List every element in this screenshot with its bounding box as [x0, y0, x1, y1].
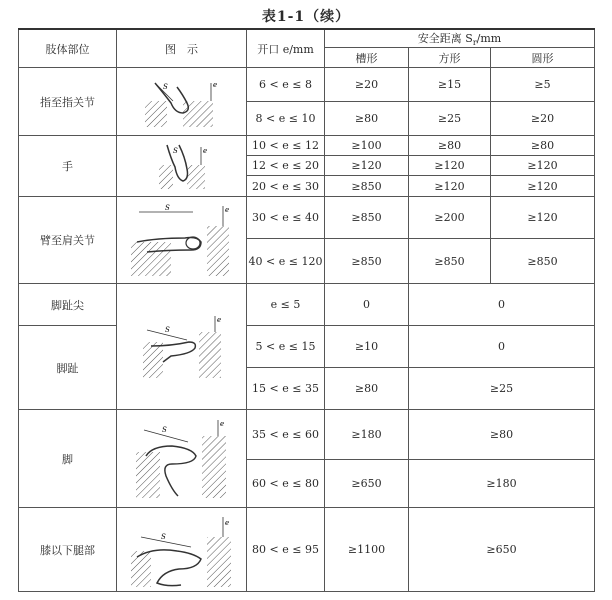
body-part-cell: 脚趾 — [19, 326, 117, 410]
slot-cell: ≥1100 — [325, 508, 409, 592]
slot-cell: ≥10 — [325, 326, 409, 368]
svg-text:S: S — [172, 147, 178, 156]
opening-cell: 40 < e ≤ 120 — [247, 239, 325, 284]
round-cell: ≥120 — [491, 156, 595, 176]
body-part-cell: 手 — [19, 136, 117, 197]
header-safety-distance-unit: /mm — [476, 32, 502, 45]
slot-cell: ≥80 — [325, 368, 409, 410]
opening-cell: 5 < e ≤ 15 — [247, 326, 325, 368]
figure-cell — [117, 410, 247, 508]
opening-cell: 35 < e ≤ 60 — [247, 410, 325, 460]
square-cell: ≥80 — [409, 136, 491, 156]
square-round-cell: ≥25 — [409, 368, 595, 410]
hand-diagram-icon — [147, 139, 217, 193]
opening-cell: 15 < e ≤ 35 — [247, 368, 325, 410]
foot-diagram-icon — [132, 416, 232, 502]
table-row — [19, 326, 595, 368]
round-cell: ≥850 — [491, 239, 595, 284]
round-cell: ≥80 — [491, 136, 595, 156]
table-row — [19, 410, 595, 460]
figure-cell — [117, 68, 247, 136]
square-cell: ≥120 — [409, 156, 491, 176]
header-safety-distance-sub: r — [472, 38, 477, 48]
finger-to-knuckle-diagram-icon — [137, 73, 227, 131]
round-cell: ≥20 — [491, 102, 595, 136]
square-round-cell: ≥650 — [409, 508, 595, 592]
slot-cell: ≥120 — [325, 156, 409, 176]
header-safety-distance — [325, 29, 595, 48]
square-round-cell: 0 — [409, 326, 595, 368]
header-slot: 槽形 — [325, 48, 409, 68]
svg-text:e: e — [219, 419, 224, 428]
slot-cell: ≥100 — [325, 136, 409, 156]
svg-text:e: e — [216, 315, 221, 324]
square-round-cell: 0 — [409, 284, 595, 326]
opening-cell: 8 < e ≤ 10 — [247, 102, 325, 136]
body-part-cell: 脚 — [19, 410, 117, 508]
round-cell: ≥120 — [491, 197, 595, 239]
figure-cell — [117, 197, 247, 284]
round-cell: ≥120 — [491, 176, 595, 197]
slot-cell: ≥20 — [325, 68, 409, 102]
table-title: 表1-1（续） — [261, 9, 351, 25]
svg-text:e: e — [224, 518, 229, 527]
opening-cell: 80 < e ≤ 95 — [247, 508, 325, 592]
slot-cell: ≥650 — [325, 460, 409, 508]
svg-text:e: e — [212, 80, 217, 89]
svg-text:S: S — [160, 532, 166, 541]
body-part-cell: 臂至肩关节 — [19, 197, 117, 284]
body-part-cell: 脚趾尖 — [19, 284, 117, 326]
figure-cell — [117, 284, 247, 410]
svg-text:S: S — [161, 425, 167, 434]
slot-cell: ≥80 — [325, 102, 409, 136]
leg-below-knee-diagram-icon — [127, 511, 237, 589]
square-round-cell: ≥80 — [409, 410, 595, 460]
svg-text:e: e — [202, 147, 207, 156]
opening-cell: 12 < e ≤ 20 — [247, 156, 325, 176]
table-row — [19, 197, 595, 239]
slot-cell: ≥850 — [325, 197, 409, 239]
table-row — [19, 508, 595, 592]
arm-to-shoulder-diagram-icon — [127, 202, 237, 278]
header-body-part: 肢体部位 — [19, 29, 117, 68]
opening-cell: 6 < e ≤ 8 — [247, 68, 325, 102]
svg-text:S: S — [162, 82, 168, 91]
header-square: 方形 — [409, 48, 491, 68]
square-cell: ≥25 — [409, 102, 491, 136]
header-round: 圆形 — [491, 48, 595, 68]
svg-text:e: e — [224, 206, 229, 215]
slot-cell: 0 — [325, 284, 409, 326]
opening-cell: e ≤ 5 — [247, 284, 325, 326]
figure-cell — [117, 508, 247, 592]
figure-cell — [117, 136, 247, 197]
square-cell: ≥15 — [409, 68, 491, 102]
slot-cell: ≥850 — [325, 239, 409, 284]
body-part-cell: 膝以下腿部 — [19, 508, 117, 592]
safety-distance-table — [18, 28, 595, 592]
slot-cell: ≥180 — [325, 410, 409, 460]
table-row — [19, 68, 595, 102]
square-cell: ≥200 — [409, 197, 491, 239]
opening-cell: 20 < e ≤ 30 — [247, 176, 325, 197]
header-figure: 图 示 — [117, 29, 247, 68]
toe-diagram-icon — [137, 312, 227, 382]
square-cell: ≥850 — [409, 239, 491, 284]
square-round-cell: ≥180 — [409, 460, 595, 508]
square-cell: ≥120 — [409, 176, 491, 197]
opening-cell: 10 < e ≤ 12 — [247, 136, 325, 156]
body-part-cell: 指至指关节 — [19, 68, 117, 136]
svg-text:S: S — [164, 204, 170, 213]
table-row — [19, 136, 595, 156]
header-opening: 开口 e/mm — [247, 29, 325, 68]
opening-cell: 60 < e ≤ 80 — [247, 460, 325, 508]
table-row — [19, 284, 595, 326]
svg-text:S: S — [164, 325, 170, 334]
slot-cell: ≥850 — [325, 176, 409, 197]
round-cell: ≥5 — [491, 68, 595, 102]
header-safety-distance-label: 安全距离 S — [417, 32, 473, 45]
opening-cell: 30 < e ≤ 40 — [247, 197, 325, 239]
